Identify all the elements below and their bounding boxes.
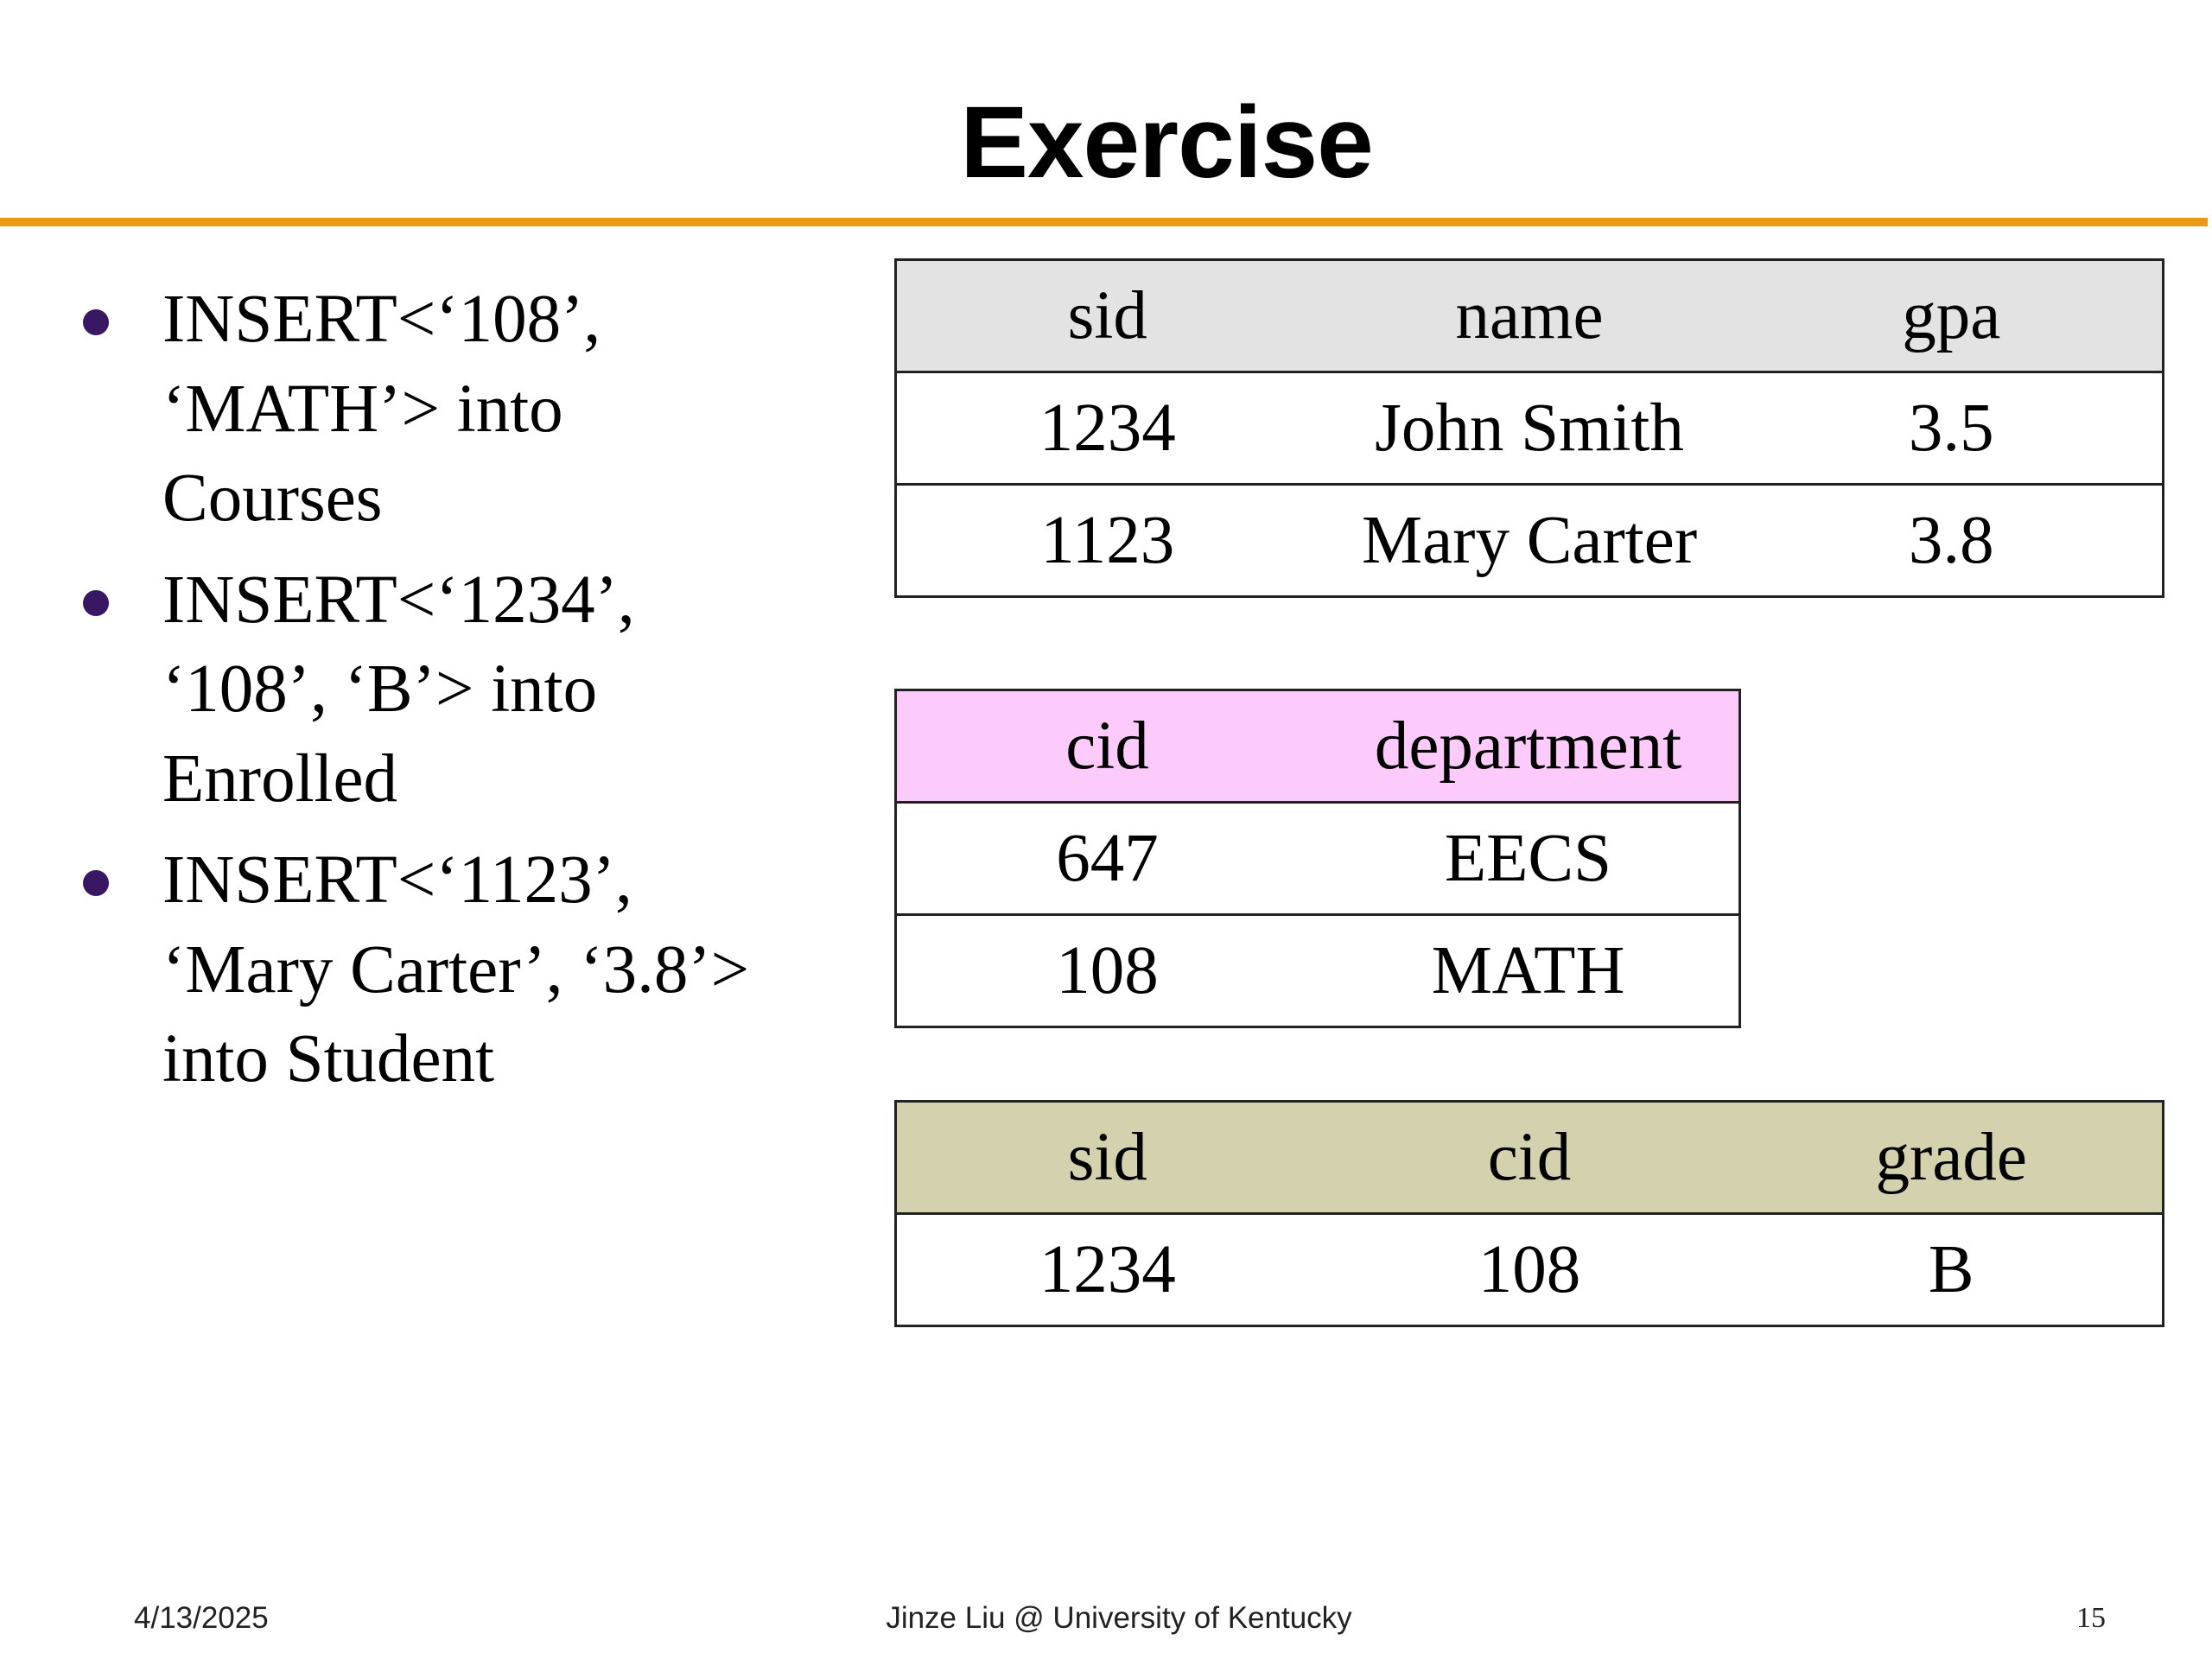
bullet-text: INSERT<‘1123’, ‘Mary Carter’, ‘3.8’> into Student [162,842,750,1096]
table-cell: 1123 [896,485,1319,597]
table-cell: 108 [896,915,1319,1027]
column-header-sid: sid [896,260,1319,372]
enrolled-table [894,1100,2164,1327]
bullet-list [78,275,855,1116]
column-header-grade: grade [1741,1102,2164,1214]
table-cell: 1234 [896,372,1319,485]
table-cell: John Smith [1319,372,1741,485]
footer-author: Jinze Liu @ University of Kentucky [886,1601,1352,1635]
footer-date: 4/13/2025 [134,1601,269,1635]
column-header-cid: cid [896,690,1319,803]
bullet-item [78,275,855,543]
table-row [896,1214,2164,1326]
table-cell: Mary Carter [1319,485,1741,597]
table-row [896,803,1740,915]
table-row [896,485,2164,597]
slide-title: Exercise [960,86,1373,200]
column-header-cid: cid [1319,1102,1741,1214]
bullet-dot-icon [83,590,109,616]
bullet-dot-icon [83,309,109,335]
student-table [894,258,2164,598]
table-header-row [896,260,2164,372]
table-cell: 647 [896,803,1319,915]
table-header-row [896,690,1740,803]
table-cell: MATH [1318,915,1740,1027]
table-header-row [896,1102,2164,1214]
bullet-dot-icon [83,870,109,896]
table-cell: 3.8 [1741,485,2164,597]
bullet-text: INSERT<‘1234’, ‘108’, ‘B’> into Enrolled [162,562,635,817]
bullet-text: INSERT<‘108’, ‘MATH’> into Courses [162,282,601,536]
bullet-item [78,556,855,824]
table-row [896,372,2164,485]
page-number: 15 [2076,1602,2106,1634]
column-header-sid: sid [896,1102,1319,1214]
bullet-item [78,836,855,1104]
column-header-gpa: gpa [1741,260,2164,372]
column-header-name: name [1319,260,1741,372]
table-cell: EECS [1318,803,1740,915]
table-cell: B [1741,1214,2164,1326]
column-header-department: department [1318,690,1740,803]
table-row [896,915,1740,1027]
courses-table [894,689,1741,1028]
table-cell: 1234 [896,1214,1319,1326]
table-cell: 3.5 [1741,372,2164,485]
title-divider [0,218,2208,226]
table-cell: 108 [1319,1214,1741,1326]
